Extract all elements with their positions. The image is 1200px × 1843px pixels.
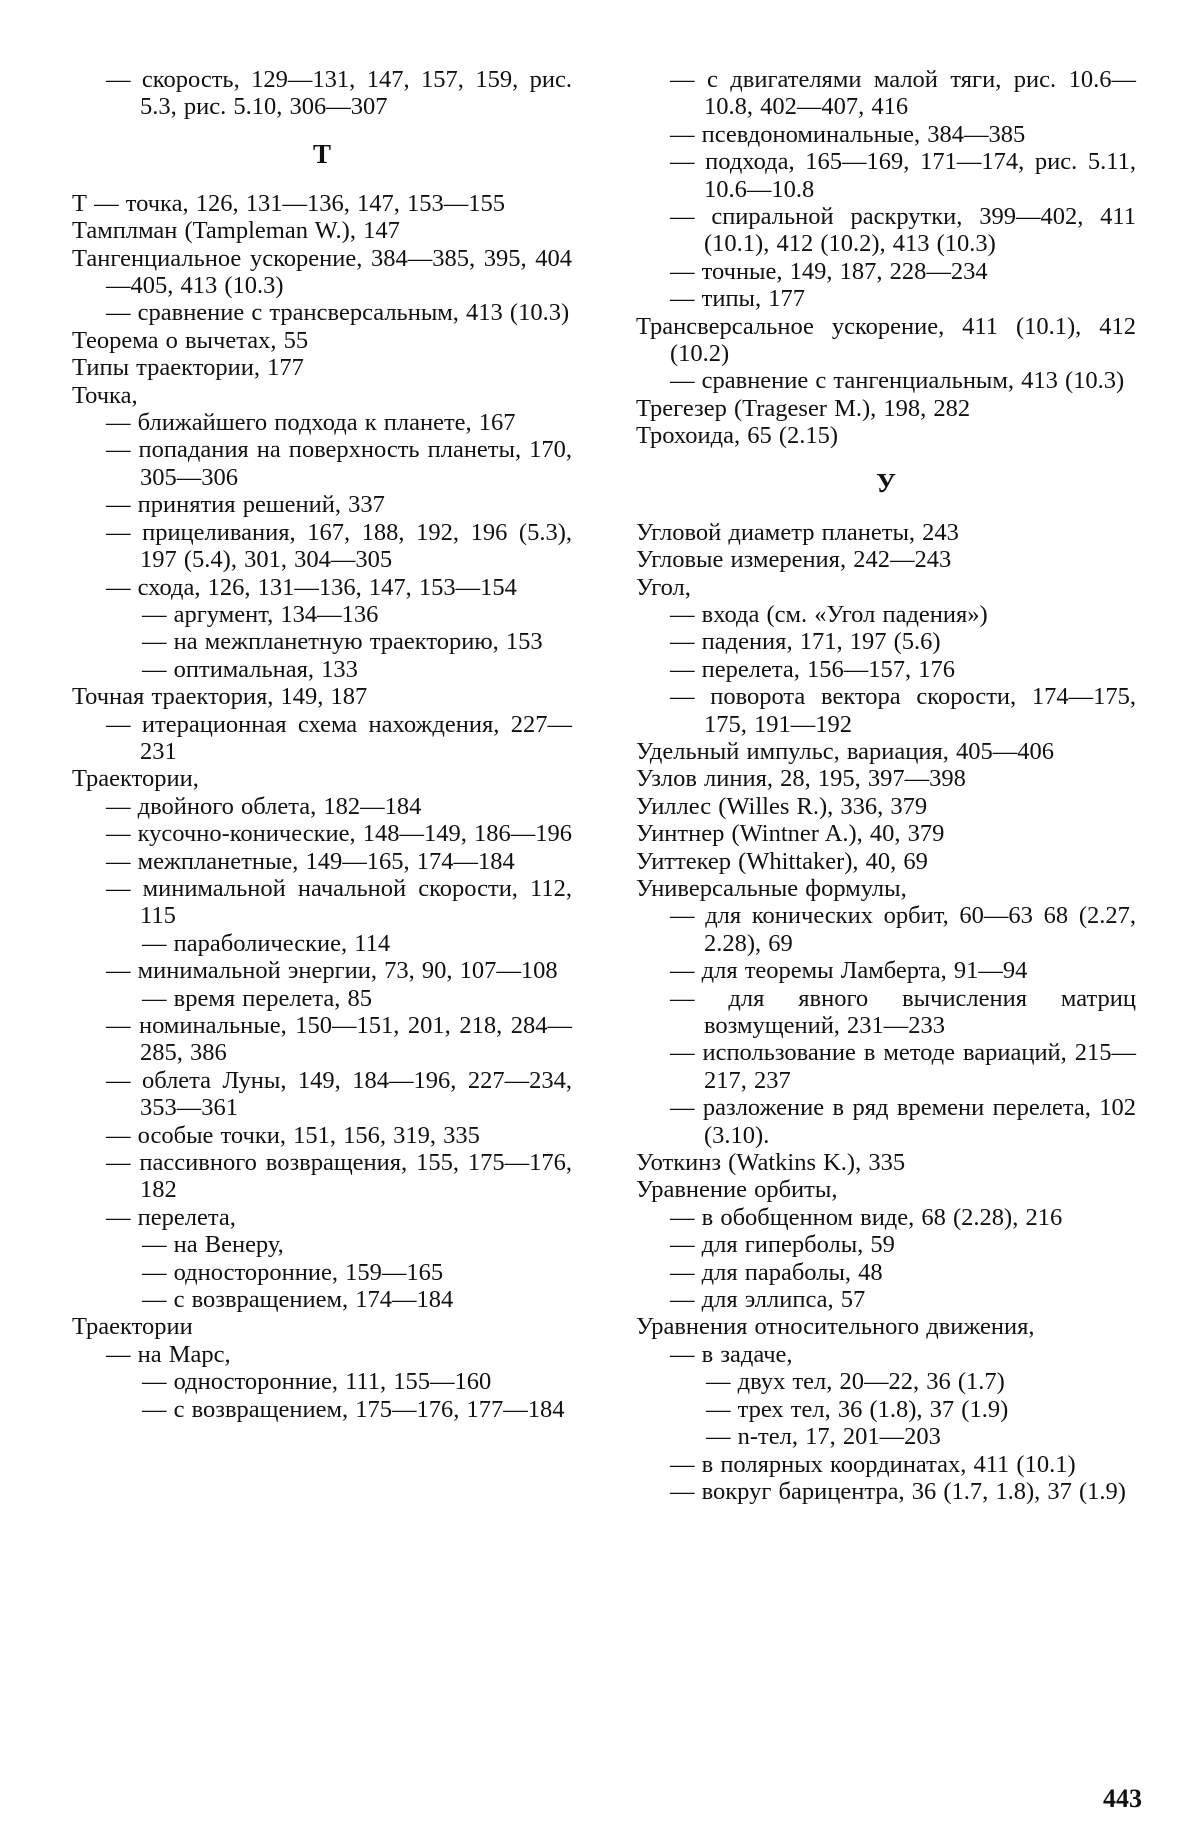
index-subentry: — с возвращением, 175—176, 177—184 bbox=[142, 1395, 565, 1423]
index-entry: Трансверсальное ускорение, 411 (10.1), 412 (10.2) bbox=[636, 312, 1136, 368]
index-subentry: — входа (см. «Угол падения») bbox=[670, 600, 988, 628]
index-entry: Удельный импульс, вариация, 405—406 bbox=[636, 737, 1054, 765]
index-entry: Уравнение орбиты, bbox=[636, 1176, 838, 1204]
index-entry: Угол, bbox=[636, 573, 691, 601]
index-subentry: — сравнение с трансверсальным, 413 (10.3) bbox=[106, 299, 570, 327]
index-subentry: — сравнение с тангенциальным, 413 (10.3) bbox=[670, 367, 1125, 395]
index-subentry: — минимальной начальной скорости, 112, 115 bbox=[106, 874, 572, 930]
index-subentry: — принятия решений, 337 bbox=[106, 491, 385, 519]
index-subentry: — на межпланетную траекторию, 153 bbox=[142, 628, 543, 656]
index-subentry: — оптимальная, 133 bbox=[142, 655, 358, 683]
index-entry: Трегезер (Trageser M.), 198, 282 bbox=[636, 394, 971, 422]
index-subentry: — схода, 126, 131—136, 147, 153—154 bbox=[106, 573, 517, 601]
index-subentry: — падения, 171, 197 (5.6) bbox=[670, 628, 941, 656]
index-entry: Типы траектории, 177 bbox=[72, 354, 304, 382]
index-subentry: — на Венеру, bbox=[142, 1231, 284, 1259]
index-entry: Уинтнер (Wintner A.), 40, 379 bbox=[636, 820, 945, 848]
index-subentry: — кусочно-конические, 148—149, 186—196 bbox=[106, 820, 572, 848]
index-subentry: — подхода, 165—169, 171—174, рис. 5.11, 10.6—10.8 bbox=[670, 148, 1136, 203]
index-subentry: — особые точки, 151, 156, 319, 335 bbox=[106, 1121, 480, 1149]
index-entry: Траектории bbox=[72, 1313, 193, 1341]
index-subentry: — в задаче, bbox=[670, 1340, 793, 1368]
index-subentry: — для эллипса, 57 bbox=[670, 1286, 866, 1314]
index-subentry: — разложение в ряд времени перелета, 102 (3.10). bbox=[670, 1094, 1136, 1149]
index-entry: Т — точка, 126, 131—136, 147, 153—155 bbox=[72, 189, 505, 217]
index-subentry: — межпланетные, 149—165, 174—184 bbox=[106, 847, 515, 875]
index-subentry: — двух тел, 20—22, 36 (1.7) bbox=[706, 1368, 1005, 1396]
index-subentry: — с возвращением, 174—184 bbox=[142, 1286, 454, 1314]
left-column bbox=[72, 66, 572, 1423]
index-entry: Точка, bbox=[72, 381, 138, 409]
section-letter-header: Т bbox=[312, 138, 331, 169]
index-subentry: — номинальные, 150—151, 201, 218, 284—285, 386 bbox=[106, 1012, 572, 1067]
index-subentry: — точные, 149, 187, 228—234 bbox=[670, 257, 988, 285]
index-subentry: — время перелета, 85 bbox=[142, 984, 373, 1012]
index-subentry: — аргумент, 134—136 bbox=[142, 600, 379, 628]
index-subentry: — скорость, 129—131, 147, 157, 159, рис. 5.3, рис. 5.10, 306—307 bbox=[106, 66, 572, 121]
index-subentry: — двойного облета, 182—184 bbox=[106, 792, 422, 820]
index-entry: Трохоида, 65 (2.15) bbox=[636, 422, 839, 450]
index-subentry: — ближайшего подхода к планете, 167 bbox=[106, 409, 516, 437]
index-subentry: — для теоремы Ламберта, 91—94 bbox=[670, 957, 1028, 985]
index-subentry: — итерационная схема нахождения, 227—231 bbox=[106, 710, 572, 765]
index-subentry: — для параболы, 48 bbox=[670, 1258, 883, 1286]
index-subentry: — для конических орбит, 60—63 68 (2.27, 2.28), 69 bbox=[670, 902, 1136, 957]
index-subentry: — трех тел, 36 (1.8), 37 (1.9) bbox=[706, 1395, 1009, 1423]
index-entry: Точная траектория, 149, 187 bbox=[72, 683, 368, 711]
index-subentry: — спиральной раскрутки, 399—402, 411 (10.1), 412 (10.2), 413 (10.3) bbox=[670, 203, 1136, 258]
index-subentry: — односторонние, 159—165 bbox=[142, 1258, 444, 1286]
index-entry: Уравнения относительного движения, bbox=[636, 1313, 1035, 1341]
index-subentry: — минимальной энергии, 73, 90, 107—108 bbox=[106, 957, 558, 985]
index-entry: Уоткинз (Watkins K.), 335 bbox=[636, 1149, 906, 1177]
index-subentry: — параболические, 114 bbox=[142, 929, 391, 957]
index-subentry: — прицеливания, 167, 188, 192, 196 (5.3), 197 (5.4), 301, 304—305 bbox=[106, 518, 572, 574]
section-letter-header: У bbox=[876, 467, 896, 498]
index-entry: Угловые измерения, 242—243 bbox=[636, 546, 952, 574]
index-subentry: — типы, 177 bbox=[670, 285, 806, 313]
index-subentry: — псевдономинальные, 384—385 bbox=[670, 120, 1026, 148]
index-subentry: — для явного вычисления матриц возмущений, 231—233 bbox=[670, 984, 1136, 1039]
index-subentry: — в обобщенном виде, 68 (2.28), 216 bbox=[670, 1203, 1063, 1231]
index-entry: Теорема о вычетах, 55 bbox=[72, 326, 309, 354]
index-entry: Тамплман (Tampleman W.), 147 bbox=[72, 217, 400, 245]
index-entry: Уиллес (Willes R.), 336, 379 bbox=[636, 792, 928, 820]
index-subentry: — для гиперболы, 59 bbox=[670, 1231, 895, 1259]
index-entry: Узлов линия, 28, 195, 397—398 bbox=[636, 765, 966, 793]
index-subentry: — n-тел, 17, 201—203 bbox=[706, 1423, 941, 1451]
index-subentry: — пассивного возвращения, 155, 175—176, 182 bbox=[106, 1149, 572, 1204]
index-subentry: — в полярных координатах, 411 (10.1) bbox=[670, 1450, 1076, 1478]
right-column bbox=[636, 66, 1136, 1505]
index-subentry: — односторонние, 111, 155—160 bbox=[142, 1368, 492, 1396]
index-subentry: — перелета, 156—157, 176 bbox=[670, 655, 955, 683]
index-entry: Уиттекер (Whittaker), 40, 69 bbox=[636, 847, 928, 875]
index-entry: Универсальные формулы, bbox=[636, 874, 907, 902]
index-entry: Тангенциальное ускорение, 384—385, 395, 404—405, 413 (10.3) bbox=[72, 244, 572, 300]
index-subentry: — на Марс, bbox=[106, 1340, 231, 1368]
index-subentry: — использование в методе вариаций, 215—217, 237 bbox=[670, 1039, 1136, 1094]
index-subentry: — с двигателями малой тяги, рис. 10.6—10.8, 402—407, 416 bbox=[670, 66, 1136, 121]
index-subentry: — поворота вектора скорости, 174—175, 175, 191—192 bbox=[670, 683, 1136, 738]
index-entry: Траектории, bbox=[72, 765, 199, 793]
index-entry: Угловой диаметр планеты, 243 bbox=[636, 518, 959, 546]
page-number: 443 bbox=[1103, 1784, 1142, 1813]
index-subentry: — вокруг барицентра, 36 (1.7, 1.8), 37 (1.9) bbox=[670, 1477, 1126, 1505]
index-subentry: — перелета, bbox=[106, 1203, 236, 1231]
index-subentry: — попадания на поверхность планеты, 170, 305—306 bbox=[106, 436, 572, 491]
index-subentry: — облета Луны, 149, 184—196, 227—234, 353—361 bbox=[106, 1066, 572, 1122]
